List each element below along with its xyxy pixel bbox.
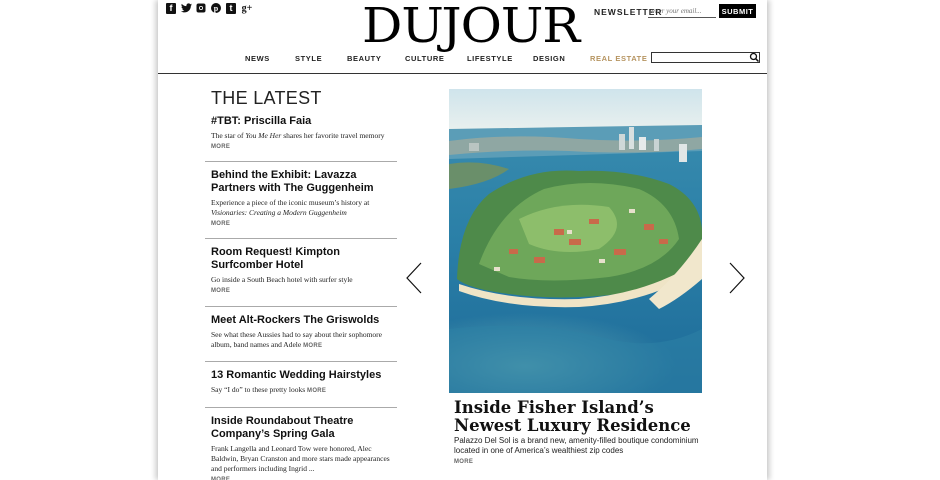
article-title[interactable]: Room Request! Kimpton Surfcomber Hotel bbox=[211, 246, 340, 271]
article-description: Frank Langella and Leonard Tow were honored, Alec Baldwin, Bryan Cranston and more stars made appearances and performers including Ingrid ... MORE bbox=[211, 444, 397, 480]
article-title[interactable]: Inside Roundabout Theatre Company’s Spring Gala bbox=[211, 415, 354, 440]
more-link[interactable]: MORE bbox=[307, 388, 327, 394]
latest-heading: THE LATEST bbox=[211, 88, 322, 108]
more-link[interactable]: MORE bbox=[211, 288, 231, 294]
article-title[interactable]: #TBT: Priscilla Faia bbox=[211, 115, 312, 127]
tumblr-icon[interactable]: t bbox=[226, 3, 236, 14]
feature-description: Palazzo Del Sol is a brand new, amenity-filled boutique condominium located in one of America’s wealthiest zip codes MORE bbox=[454, 436, 699, 465]
article-description: The star of You Me Her shares her favorite travel memory MORE bbox=[211, 131, 385, 150]
more-link[interactable]: MORE bbox=[303, 343, 323, 349]
main-nav bbox=[0, 54, 940, 64]
nav-item-design[interactable]: DESIGN bbox=[533, 54, 566, 63]
list-item[interactable] bbox=[205, 415, 397, 480]
more-link[interactable]: MORE bbox=[211, 144, 231, 150]
carousel-prev-arrow-icon[interactable] bbox=[405, 262, 423, 294]
nav-item-news[interactable]: NEWS bbox=[245, 54, 270, 63]
more-link[interactable]: MORE bbox=[454, 459, 474, 465]
twitter-icon[interactable] bbox=[181, 3, 191, 14]
search-icon[interactable] bbox=[749, 52, 760, 63]
svg-text:p: p bbox=[213, 4, 219, 13]
list-item[interactable] bbox=[205, 246, 397, 296]
site-logo[interactable]: DUJOUR bbox=[362, 0, 580, 54]
article-title[interactable]: Meet Alt-Rockers The Griswolds bbox=[211, 314, 380, 326]
nav-item-beauty[interactable]: BEAUTY bbox=[347, 54, 382, 63]
newsletter-email-input[interactable] bbox=[648, 5, 716, 18]
search-input[interactable] bbox=[651, 52, 760, 63]
facebook-icon[interactable]: f bbox=[166, 3, 176, 14]
list-item[interactable] bbox=[205, 169, 397, 229]
more-link[interactable]: MORE bbox=[211, 221, 231, 227]
list-divider bbox=[205, 306, 397, 307]
instagram-icon[interactable] bbox=[196, 3, 206, 14]
nav-item-lifestyle[interactable]: LIFESTYLE bbox=[467, 54, 513, 63]
list-divider bbox=[205, 161, 397, 162]
list-divider bbox=[205, 361, 397, 362]
social-links bbox=[166, 3, 253, 14]
article-title[interactable]: 13 Romantic Wedding Hairstyles bbox=[211, 369, 382, 381]
newsletter-label: NEWSLETTER bbox=[594, 7, 663, 17]
list-item[interactable] bbox=[205, 314, 397, 351]
list-item[interactable] bbox=[205, 115, 397, 152]
article-description: Go inside a South Beach hotel with surfer style MORE bbox=[211, 275, 353, 294]
list-item[interactable] bbox=[205, 369, 397, 396]
nav-item-real-estate[interactable]: REAL ESTATE bbox=[590, 54, 648, 63]
article-description: Say “I do” to these pretty looks MORE bbox=[211, 385, 327, 394]
header-divider bbox=[158, 73, 767, 74]
article-title[interactable]: Behind the Exhibit: Lavazza Partners with The Guggenheim bbox=[211, 169, 374, 194]
nav-item-style[interactable]: STYLE bbox=[295, 54, 323, 63]
more-link[interactable]: MORE bbox=[211, 477, 231, 480]
newsletter-submit-button[interactable]: SUBMIT bbox=[719, 4, 756, 18]
carousel-next-arrow-icon[interactable] bbox=[728, 262, 746, 294]
list-divider bbox=[205, 238, 397, 239]
hero-image[interactable] bbox=[449, 89, 702, 393]
list-divider bbox=[205, 407, 397, 408]
article-description: Experience a piece of the iconic museum’s history at Visionaries: Creating a Modern Guggenheim MORE bbox=[211, 198, 370, 227]
nav-item-culture[interactable]: CULTURE bbox=[405, 54, 445, 63]
pinterest-icon[interactable] bbox=[211, 3, 221, 14]
google-plus-icon[interactable]: g+ bbox=[241, 3, 253, 14]
feature-title[interactable]: Inside Fisher Island’s Newest Luxury Residence bbox=[454, 398, 691, 435]
article-description: See what these Aussies had to say about their sophomore album, band names and Adele MORE bbox=[211, 330, 383, 349]
